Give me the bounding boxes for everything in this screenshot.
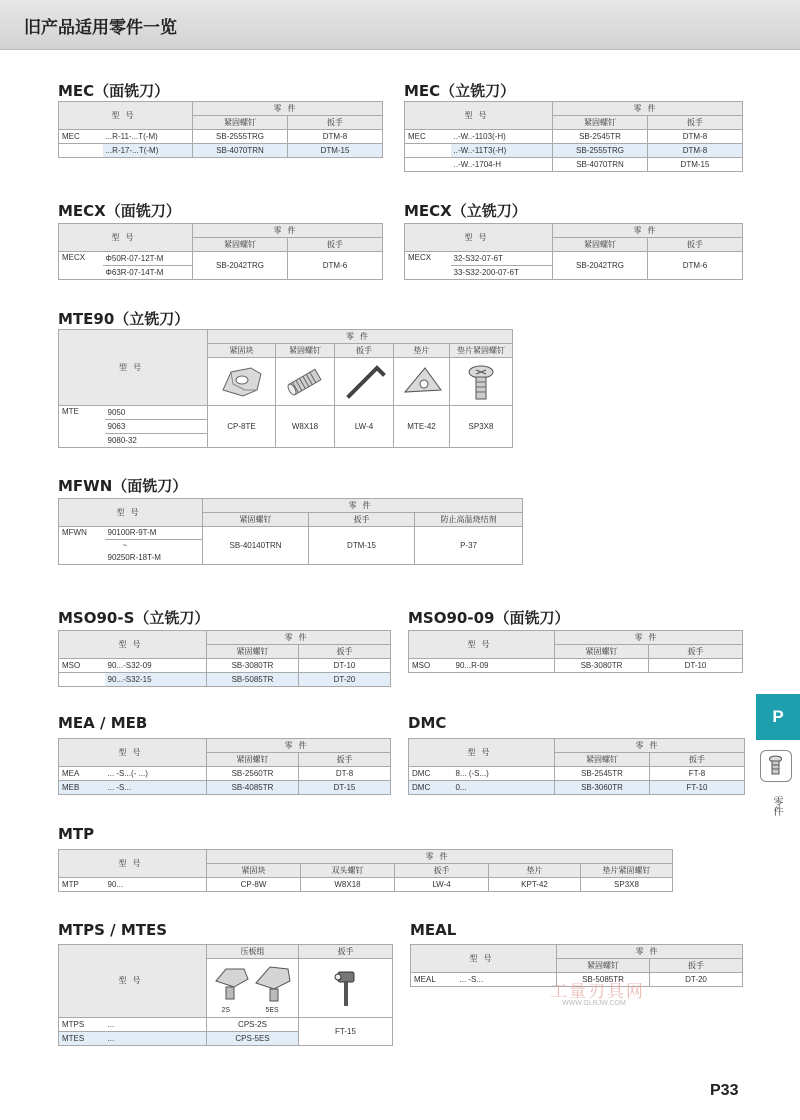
- shim-screw-image: [450, 358, 513, 406]
- cell-screw: SB-40140TRN: [203, 527, 309, 565]
- cell-model: ..-W..-11T3(-H): [451, 144, 553, 158]
- col-header-model: 型号: [59, 102, 193, 130]
- cell-wrench: DT-10: [649, 659, 743, 673]
- cell-wrench: DTM-8: [288, 130, 383, 144]
- cell-screw: SB-3080TR: [207, 659, 299, 673]
- cell-series: MTP: [59, 878, 105, 892]
- clamp-block-image: [208, 358, 276, 406]
- cell-clamp-set: CPS-2S: [207, 1018, 299, 1032]
- cell-model: 8... (-S...): [453, 767, 555, 781]
- cell-model: 90...: [105, 878, 207, 892]
- col-header-wrench: 扳手: [309, 513, 415, 527]
- col-header-screw: 紧固螺钉: [553, 116, 648, 130]
- page-title: 旧产品适用零件一览: [24, 18, 177, 38]
- col-header-screw: 紧固螺钉: [207, 753, 299, 767]
- col-header-wrench: 扳手: [650, 959, 743, 973]
- col-header-screw: 紧固螺钉: [193, 116, 288, 130]
- section-title-mec-end: MEC（立铣刀）: [404, 82, 516, 100]
- screw-icon: [760, 750, 792, 782]
- cell-model: ...R-11-...T(-M): [103, 130, 193, 144]
- clamp-set-image: [207, 959, 299, 1018]
- cell-wrench: DTM-8: [648, 144, 743, 158]
- col-header-parts: 零件: [557, 945, 743, 959]
- section-title-mso90-09: MSO90-09（面铣刀）: [408, 609, 570, 627]
- cell-series: MEAL: [411, 973, 457, 987]
- cell-wrench: DTM-8: [648, 130, 743, 144]
- cell-series: DMC: [409, 767, 453, 781]
- cell-screw: W8X18: [276, 406, 335, 448]
- col-header-parts: 零件: [555, 739, 745, 753]
- cell-series: [405, 158, 451, 172]
- col-header-double-screw: 双头螺钉: [301, 864, 395, 878]
- cell-screw: SB-3060TR: [555, 781, 650, 795]
- cell-wrench: DT-20: [650, 973, 743, 987]
- section-tab-p[interactable]: P: [756, 694, 800, 740]
- cell-model: 90...R-09: [453, 659, 555, 673]
- section-title-mtp: MTP: [58, 825, 95, 843]
- col-header-screw: 紧固螺钉: [207, 645, 299, 659]
- section-title-mtps-mtes: MTPS / MTES: [58, 921, 168, 939]
- cell-series: MSO: [409, 659, 453, 673]
- section-title-mso90-s: MSO90-S（立铣刀）: [58, 609, 210, 627]
- col-header-screw: 紧固螺钉: [555, 753, 650, 767]
- cell-series: MEA: [59, 767, 105, 781]
- cell-series: MTPS: [59, 1018, 105, 1032]
- cell-model: ... -S...: [105, 781, 207, 795]
- cell-shim-screw: SP3X8: [581, 878, 673, 892]
- col-header-wrench: 扳手: [648, 116, 743, 130]
- wrench-image: [335, 358, 394, 406]
- watermark-url: WWW.GLRJW.COM: [562, 1000, 626, 1007]
- table-mso90-s: [58, 630, 391, 687]
- cell-series: [59, 144, 103, 158]
- cell-series: MTES: [59, 1032, 105, 1046]
- col-header-anti-seize: 防止高温烧结剂: [415, 513, 523, 527]
- col-header-clamp-set: 压板组: [207, 945, 299, 959]
- cell-screw: SB-3080TR: [555, 659, 649, 673]
- cell-series: MEB: [59, 781, 105, 795]
- cell-screw: SB-4070TRN: [193, 144, 288, 158]
- col-header-parts: 零件: [555, 631, 743, 645]
- table-mfwn: [58, 498, 523, 565]
- clamp-label-5es: 5ES: [265, 1007, 279, 1014]
- watermark-text: 工量刃具网: [550, 982, 645, 1002]
- col-header-model: 型号: [405, 102, 553, 130]
- cell-model: ...R-17-...T(-M): [103, 144, 193, 158]
- cell-wrench: DT-8: [299, 767, 391, 781]
- cell-model: 9063: [105, 420, 208, 434]
- section-title-mecx-face: MECX（面铣刀）: [58, 202, 181, 220]
- col-header-screw: 紧固螺钉: [553, 238, 648, 252]
- cell-screw: SB-2545TR: [555, 767, 650, 781]
- cell-wrench: FT-15: [299, 1018, 393, 1046]
- section-title-mecx-end: MECX（立铣刀）: [404, 202, 527, 220]
- section-title-mea-meb: MEA / MEB: [58, 714, 148, 732]
- col-header-shim: 垫片: [489, 864, 581, 878]
- col-header-screw: 紧固螺钉: [557, 959, 650, 973]
- cell-model: ...: [105, 1018, 207, 1032]
- cell-anti-seize: P-37: [415, 527, 523, 565]
- cell-series: MECX: [405, 252, 451, 280]
- cell-model: 32-S32-07-6T: [451, 252, 553, 266]
- table-mtp: [58, 849, 673, 892]
- col-header-model: 型号: [59, 739, 207, 767]
- cell-screw: SB-5085TR: [557, 973, 650, 987]
- cell-wrench: DT-20: [299, 673, 391, 687]
- col-header-wrench: 扳手: [299, 945, 393, 959]
- cell-clamp: CP-8W: [207, 878, 301, 892]
- cell-model: 0...: [453, 781, 555, 795]
- cell-model: 90250R-18T-M: [105, 552, 203, 565]
- section-title-meal: MEAL: [410, 921, 457, 939]
- col-header-shim-screw: 垫片紧固螺钉: [581, 864, 673, 878]
- cell-wrench: FT-8: [650, 767, 745, 781]
- cell-wrench: DTM-6: [648, 252, 743, 280]
- col-header-parts: 零件: [553, 102, 743, 116]
- table-mecx-face: [58, 223, 383, 280]
- col-header-wrench: 扳手: [335, 344, 394, 358]
- col-header-screw: 紧固螺钉: [555, 645, 649, 659]
- table-dmc: [408, 738, 745, 795]
- cell-series: MEC: [59, 130, 103, 144]
- cell-screw: SB-2560TR: [207, 767, 299, 781]
- cell-model: ...: [105, 1032, 207, 1046]
- table-mea-meb: [58, 738, 391, 795]
- cell-series: MTE: [59, 406, 105, 448]
- col-header-parts: 零件: [207, 739, 391, 753]
- cell-wrench: DTM-15: [309, 527, 415, 565]
- cell-model: 90100R-9T-M: [105, 527, 203, 540]
- col-header-wrench: 扳手: [299, 645, 391, 659]
- cell-wrench: DT-15: [299, 781, 391, 795]
- cell-screw: SB-2555TRG: [553, 144, 648, 158]
- cell-series: MEC: [405, 130, 451, 144]
- clamp-label-2s: 2S: [221, 1007, 231, 1014]
- col-header-shim: 垫片: [394, 344, 450, 358]
- col-header-model: 型号: [59, 631, 207, 659]
- col-header-model: 型号: [409, 631, 555, 659]
- cell-screw: SB-2555TRG: [193, 130, 288, 144]
- cell-screw: SB-2545TR: [553, 130, 648, 144]
- cell-model: 90...-S32-15: [105, 673, 207, 687]
- cell-series: MFWN: [59, 527, 105, 565]
- cell-wrench: DTM-15: [288, 144, 383, 158]
- cell-series: [405, 144, 451, 158]
- cell-model: ..-W..-1704-H: [451, 158, 553, 172]
- table-meal: [410, 944, 743, 987]
- cell-series: DMC: [409, 781, 453, 795]
- section-title-mec-face: MEC（面铣刀）: [58, 82, 170, 100]
- cell-series: MECX: [59, 252, 103, 280]
- col-header-parts: 零件: [553, 224, 743, 238]
- col-header-model: 型号: [59, 224, 193, 252]
- cell-model-range: ~: [105, 540, 203, 553]
- cell-shim-screw: SP3X8: [450, 406, 513, 448]
- cell-model: Φ50R-07-12T-M: [103, 252, 193, 266]
- cell-model: Φ63R-07-14T-M: [103, 266, 193, 280]
- cell-clamp-set: CPS-5ES: [207, 1032, 299, 1046]
- cell-wrench: DTM-15: [648, 158, 743, 172]
- cell-screw: SB-4070TRN: [553, 158, 648, 172]
- col-header-parts: 零件: [193, 102, 383, 116]
- col-header-model: 型号: [411, 945, 557, 973]
- page-number: P33: [710, 1082, 739, 1099]
- col-header-wrench: 扳手: [299, 753, 391, 767]
- table-mecx-end: [404, 223, 743, 280]
- col-header-parts: 零件: [193, 224, 383, 238]
- col-header-wrench: 扳手: [649, 645, 743, 659]
- col-header-wrench: 扳手: [288, 238, 383, 252]
- col-header-wrench: 扳手: [288, 116, 383, 130]
- page-header: [0, 0, 800, 50]
- table-mso90-09: [408, 630, 743, 673]
- col-header-wrench: 扳手: [650, 753, 745, 767]
- cell-wrench: FT-10: [650, 781, 745, 795]
- side-label-parts: 零件: [771, 796, 782, 816]
- col-header-screw: 紧固螺钉: [203, 513, 309, 527]
- cell-model: 33-S32-200-07-6T: [451, 266, 553, 280]
- col-header-screw: 紧固螺钉: [193, 238, 288, 252]
- table-mtps-mtes: [58, 944, 393, 1046]
- cell-model: ... -S...(- ...): [105, 767, 207, 781]
- cell-model: 9050: [105, 406, 208, 420]
- col-header-screw: 紧固螺钉: [276, 344, 335, 358]
- cell-model: ... -S...: [457, 973, 557, 987]
- cell-screw: SB-2042TRG: [553, 252, 648, 280]
- section-title-mfwn: MFWN（面铣刀）: [58, 477, 188, 495]
- cell-model: ..-W..-1103(-H): [451, 130, 553, 144]
- col-header-model: 型号: [405, 224, 553, 252]
- col-header-model: 型号: [59, 850, 207, 878]
- cell-clamp: CP-8TE: [208, 406, 276, 448]
- cell-screw: SB-4085TR: [207, 781, 299, 795]
- col-header-wrench: 扳手: [648, 238, 743, 252]
- col-header-clamp: 紧固块: [208, 344, 276, 358]
- col-header-model: 型号: [59, 330, 208, 406]
- col-header-parts: 零件: [207, 631, 391, 645]
- section-title-mte90: MTE90（立铣刀）: [58, 310, 190, 328]
- col-header-parts: 零件: [203, 499, 523, 513]
- cell-wrench: DTM-6: [288, 252, 383, 280]
- section-title-dmc: DMC: [408, 714, 447, 732]
- table-mec-face: [58, 101, 383, 158]
- col-header-model: 型号: [59, 499, 203, 527]
- col-header-parts: 零件: [208, 330, 513, 344]
- cell-series: MSO: [59, 659, 105, 673]
- shim-image: [394, 358, 450, 406]
- cell-shim: MTE-42: [394, 406, 450, 448]
- wrench-image: [299, 959, 393, 1018]
- col-header-wrench: 扳手: [395, 864, 489, 878]
- cell-shim: KPT-42: [489, 878, 581, 892]
- col-header-shim-screw: 垫片紧固螺钉: [450, 344, 513, 358]
- cell-series: [59, 673, 105, 687]
- table-mte90: [58, 329, 513, 448]
- screw-image: [276, 358, 335, 406]
- col-header-parts: 零件: [207, 850, 673, 864]
- col-header-model: 型号: [409, 739, 555, 767]
- cell-model: 90...-S32-09: [105, 659, 207, 673]
- cell-double-screw: W8X18: [301, 878, 395, 892]
- cell-model: 9080-32: [105, 434, 208, 448]
- cell-screw: SB-2042TRG: [193, 252, 288, 280]
- cell-wrench: DT-10: [299, 659, 391, 673]
- col-header-clamp: 紧固块: [207, 864, 301, 878]
- table-mec-end: [404, 101, 743, 172]
- cell-wrench: LW-4: [335, 406, 394, 448]
- cell-screw: SB-5085TR: [207, 673, 299, 687]
- col-header-model: 型号: [59, 945, 207, 1018]
- cell-wrench: LW-4: [395, 878, 489, 892]
